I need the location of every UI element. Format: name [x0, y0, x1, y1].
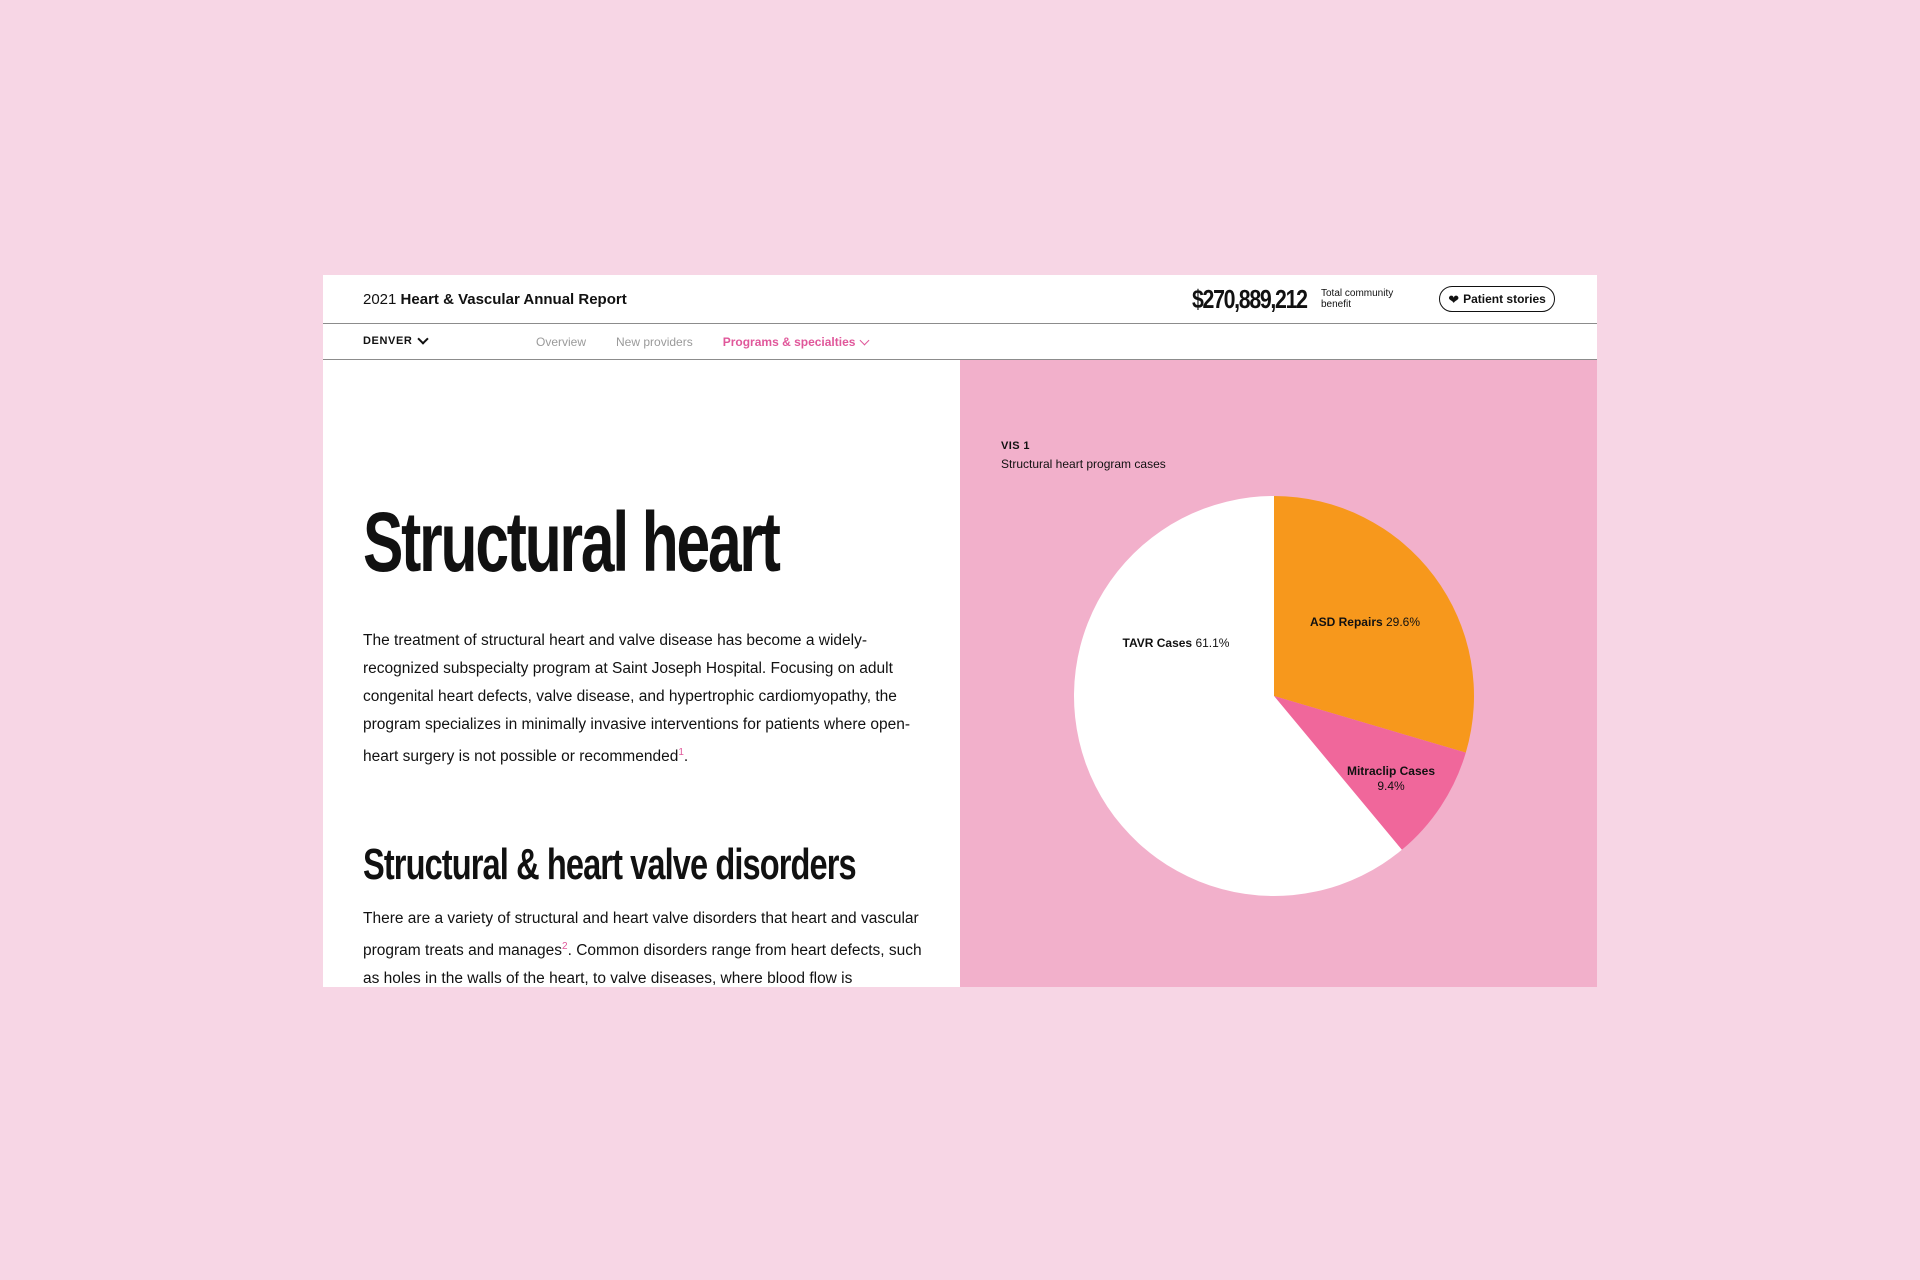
nav-link-programs-label: Programs & specialties [722, 335, 856, 349]
nav-link-overview[interactable]: Overview [536, 335, 587, 349]
community-benefit-label: Total community benefit [1321, 288, 1394, 310]
section-heading: Structural & heart valve disorders [363, 840, 856, 889]
community-benefit-stat [1192, 283, 1401, 315]
chevron-down-icon [418, 333, 429, 344]
heart-icon: ❤ [1448, 291, 1460, 307]
patient-stories-button[interactable] [1439, 286, 1555, 312]
pie-chart [960, 360, 1597, 987]
footnote-ref[interactable]: 2 [562, 941, 568, 952]
section-links [536, 335, 868, 349]
patient-stories-label: Patient stories [1463, 292, 1546, 306]
sub-navigation [323, 324, 1597, 360]
location-dropdown[interactable] [363, 335, 427, 347]
intro-text: The treatment of structural heart and valve disease has become a widely-recognized subspecialty program at Saint Joseph Hospital. Focusing on adult congenital heart defects, valve disease, and hypertrophic cardiomyopathy, the program specializes in minimally invasive interventions for patients where open-heart surgery is not possible or recommended [363, 632, 911, 766]
chevron-down-icon [860, 335, 870, 345]
footnote-ref[interactable]: 1 [678, 747, 684, 758]
nav-link-new-providers[interactable]: New providers [616, 335, 693, 349]
article-column [323, 360, 960, 987]
page-title: Structural heart [363, 495, 779, 589]
report-brand[interactable] [363, 291, 627, 309]
slice-label-tavr-cases: TAVR Cases 61.1% [1122, 636, 1230, 650]
report-page [323, 275, 1597, 987]
intro-paragraph: The treatment of structural heart and valve disease has become a widely-recognized subspecialty program at Saint Joseph Hospital. Focusing on adult congenital heart defects, valve disease, and hypertrophic cardiomyopathy, the program specializes in minimally invasive interventions for patients where open-heart surgery is not possible or recommended$^1$. [363, 632, 911, 766]
slice-label-mitraclip-cases: Mitraclip Cases 9.4% [1346, 764, 1436, 793]
community-benefit-value: $270,889,212 [1192, 283, 1307, 314]
body-text-a: There are a variety of structural and heart valve disorders that heart and vascular program treats and manages [363, 910, 919, 960]
slice-label-asd-repairs: ASD Repairs 29.6% [1309, 615, 1421, 629]
body-text-b: . Common disorders range from heart defects, such as holes in the walls of the heart, to valve diseases, where blood flow is [363, 942, 922, 987]
visualization-panel [960, 360, 1597, 987]
vis-title: Structural heart program cases [1001, 457, 1166, 471]
nav-link-programs-specialties[interactable] [723, 335, 869, 349]
report-name: Heart & Vascular Annual Report [400, 291, 627, 308]
location-label: DENVER [363, 335, 413, 347]
body-paragraph [363, 905, 923, 987]
top-bar [323, 275, 1597, 324]
report-year: 2021 [363, 291, 397, 308]
vis-eyebrow: VIS 1 [1001, 440, 1030, 452]
